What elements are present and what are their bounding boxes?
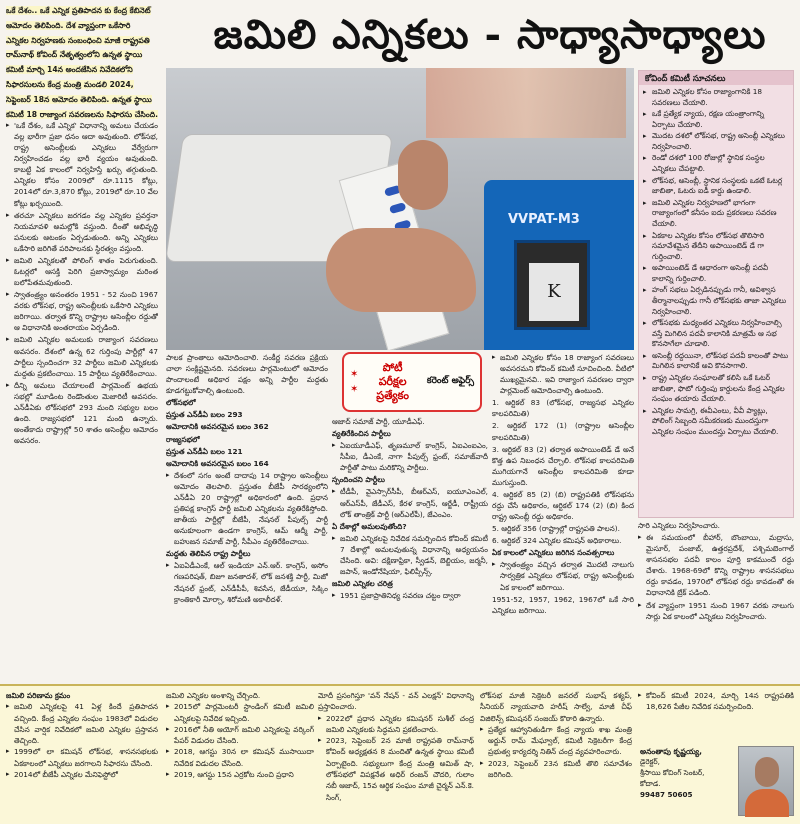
list-item: ▸ మొదట దశలో లోక్‌సభ, రాష్ట్ర అసెంబ్లీ ఎన్నికలు నిర్వహించాలి. <box>643 131 789 152</box>
timeline-column-1 <box>6 690 158 822</box>
timeline-item: ▸ ప్రత్యేక ఆహ్వానితుడిగా కేంద్ర న్యాయ శాఖ మంత్రి అర్జున్ రామ్ మేఘ్వాల్, కమిటీ సెక్రెటరీగా కేంద్ర ప్రభుత్వ కార్యదర్శి నితిన్ చంద్ర వ్యవహరించారు. <box>480 724 632 758</box>
vvpat-label: VVPAT-M3 <box>508 212 580 227</box>
timeline-column-3 <box>318 690 474 822</box>
vvpat-slip: K <box>529 263 579 321</box>
timeline-item: ▸ జమిలి ఎన్నికలపై 41 ఏళ్ల కిందే ప్రతిపాదన వచ్చింది. కేంద్ర ఎన్నికల సంఘం 1983లో విడుదల చేసిన వార్షిక నివేదికలో జమిలి ఎన్నికల ప్రస్తావన తెచ్చింది. <box>6 701 158 746</box>
sidebox-title: కోవింద్ కమిటీ సూచనలు <box>639 71 793 85</box>
timeline-heading: జమిలి పరిణామ క్రమం <box>6 691 71 700</box>
intro-line: కమిటీ 18 రాజ్యాంగ సవరణలను సిఫారసు చేసింది. <box>6 109 158 119</box>
timeline-item: ▸ 2023, సెప్టెంబర్ 23న కమిటీ తొలి సమావేశం జరిగింది. <box>480 758 632 781</box>
paragraph: 6. ఆర్టికల్ 324 ఎన్నికల కమిషన్ అధికారాలు. <box>492 536 622 546</box>
suggestion-list <box>639 85 793 438</box>
section-heading: మద్దతు తెలిపిన రాష్ట్ర పార్టీలు <box>166 549 251 559</box>
paragraph: పాలక ప్రాంతాలు ఆమోదించాలి. సంకీర్ణ సవరణ ప్రక్రియ చాలా సంక్లిష్టమైనది. సవరణలు పార్లమెంటులో ఆమోదం పొందాలంటే అధికార పక్షం అన్ని పార్టీల మద్దతు కూడగట్టుకోవాల్సి ఉంటుంది. <box>166 353 328 396</box>
article-column-1 <box>6 120 158 672</box>
paragraph: ▸ దేశ వ్యాప్తంగా 1951 నుంచి 1967 వరకు నాలుగు సార్లు ఏక కాలంలో ఎన్నికలు నిర్వహించారు. <box>638 600 794 622</box>
section-heading: రాజ్యసభలో <box>166 434 200 444</box>
section-heading: ప్రస్తుత ఎన్‌డీఏ బలం 121 <box>166 446 243 456</box>
section-heading: ఆమోదానికి అవసరమైన బలం 164 <box>166 458 269 468</box>
paragraph: ▸ జమిలి ఎన్నికలపై నివేదిక సమర్పించిన కోవింద్ కమిటీ 7 దేశాల్లో అమలవుతున్న విధానాన్ని అధ్యయనం చేసింది. అవి: దక్షిణాఫ్రికా, స్వీడన్, బెల్జియం, జర్మనీ, జపాన్, ఇండోనేషియా, ఫిలిప్పీన్స్. <box>332 533 488 577</box>
timeline-item: ▸ 2023, సెప్టెంబర్ 2న మాజీ రాష్ట్రపతి రామ్‌నాథ్ కోవింద్ అధ్యక్షతన 8 మందితో ఉన్నత స్థాయి కమిటీ ఏర్పాటైంది. సభ్యులుగా కేంద్ర మంత్రి అమిత్ షా, లోక్‌సభలో విపక్షనేత అధిర్ రంజన్ చౌదరి, గులాం నబీ ఆజాద్, 15వ ఆర్థిక సంఘం మాజీ చైర్మన్ ఎన్.కె. సింగ్, <box>318 735 474 803</box>
intro-line: సెప్టెంబర్ 18న ఆమోదం తెలిపింది. ఉన్నత స్థాయి <box>6 94 152 104</box>
paragraph: ▸ దీన్ని అమలు చేయాలంటే పార్లమెంట్ ఉభయ సభల్లో మూడింట రెండొంతుల మెజారిటీ అవసరం. ఎన్‌డీఏకు లోక్‌సభలో 293 మంది సభ్యుల బలం ఉంది. రాజ్యసభలో 121 మంది ఉన్నారు. అంతేకాదు రాష్ట్రాల్లో 50 శాతం అసెంబ్లీల ఆమోదం అవసరం. <box>6 380 158 446</box>
paragraph: ▸ 'ఒకే దేశం, ఒకే ఎన్నిక' విధానాన్ని అమలు చేయడం వల్ల భారీగా ప్రజా ధనం ఆదా అవుతుంది. లోక్‌సభ, రాష్ట్ర అసెంబ్లీలకు ఎన్నికలు వేర్వేరుగా నిర్వహించడం వల్ల భారీ వ్యయం అవుతుంది. కాబట్టి ఏక కాలంలో నిర్వహిస్తే ఖర్చు తగ్గుతుంది. ఎన్నికల కోసం 2009లో రూ.1115 కోట్లు, 2014లో రూ.3,870 కోట్లు, 2019లో రూ.10 వేల కోట్లు ఖర్చయింది. <box>6 120 158 209</box>
badge-line-1: పోటీ <box>382 361 403 375</box>
timeline-item: జమిలి ఎన్నికల అంశాన్ని చేర్చింది. <box>166 691 261 700</box>
avatar-face <box>755 757 779 787</box>
vvpat-window <box>514 240 590 330</box>
section-heading: ఏక కాలంలో ఎన్నికలు జరిగిన సంవత్సరాలు <box>492 548 615 558</box>
article-column-5 <box>638 520 794 672</box>
paragraph: ▸ ఈ సమయంలో బీహార్, బొంబాయి, మద్రాసు, మైసూర్, పంజాబ్, ఉత్తరప్రదేశ్, పశ్చిమబెంగాల్ శాసనసభల పదవీ కాలం పూర్తి కాకముందే రద్దు చేశారు. 1968-69లో కొన్ని రాష్ట్రాల శాసనసభలు రద్దు కావడం, 1970లో లోక్‌సభ రద్దు కావడంతో ఈ విధానానికి బ్రేక్ పడింది. <box>638 532 794 598</box>
avatar-shirt <box>745 789 789 817</box>
paragraph: ఆజాద్ సమాజ్ పార్టీ, యూడీఎఫ్. <box>332 417 425 426</box>
timeline-item: ▸ కోవింద్ కమిటీ 2024, మార్చి 14న రాష్ట్రపతికి 18,626 పేజీల నివేదిక సమర్పించింది. <box>638 690 794 713</box>
timeline-item: మోదీ ప్రసంగిస్తూ 'వన్ నేషన్ - వన్ ఎలక్షన్' విధానాన్ని ప్రస్తావించారు. <box>318 691 474 712</box>
timeline-item: ▸ 1999లో లా కమిషన్ లోక్‌సభ, శాసనసభలకు ఏకకాలంలో ఎన్నికలు జరగాలని సిఫారసు చేసింది. <box>6 746 158 769</box>
list-item: ▸ రెండో దశలో 100 రోజుల్లో స్థానిక సంస్థల ఎన్నికలు చేపట్టాలి. <box>643 153 789 174</box>
timeline-column-5 <box>638 690 794 746</box>
intro-line: కమిటీ మార్చి 14న అందజేసిన నివేదికలోని <box>6 65 133 75</box>
timeline-item: ▸ 2014లో బీజేపీ ఎన్నికల మేనిఫెస్టోలో <box>6 769 158 780</box>
paragraph: 1951-52, 1957, 1962, 1967లో ఒకే సారి ఎన్నికలు జరిగాయి. <box>492 594 634 615</box>
paragraph: 5. ఆర్టికల్ 356 (రాష్ట్రాల్లో రాష్ట్రపతి పాలన). <box>492 524 620 534</box>
timeline-item: ▸ 2015లో పార్లమెంటరీ స్టాండింగ్ కమిటీ జమిలి ఎన్నికలపై నివేదిక ఇచ్చింది. <box>166 701 314 724</box>
intro-line: ఒకే దేశం.. ఒకే ఎన్నిక ప్రతిపాదన కు కేంద్ర కేబినెట్ <box>6 6 151 15</box>
evm-vvpat-photo <box>166 68 634 350</box>
intro-line: రామ్‌నాథ్ కోవింద్ నేతృత్వంలోని ఉన్నత స్థాయి <box>6 50 143 60</box>
paragraph: ▸ టీడీపీ, వైఎస్సార్‌సీపీ, బీఆర్ఎస్, ఐయూఎంఎల్, ఆర్ఎస్‌పీ, జేడీఎస్, కేరళ కాంగ్రెస్, ఆర్జేడీ, రాష్ట్రీయ లోక్ తాంత్రిక్ పార్టీ (ఆర్ఎల్‌పీ), జేఎంఎం. <box>332 486 488 519</box>
timeline-item: ▸ 2022లో ప్రధాన ఎన్నికల కమిషనర్ సుశీల్ చంద్ర జమిలి ఎన్నికలకు సిద్ధమని ప్రకటించారు. <box>318 713 474 736</box>
section-heading: ఏ దేశాల్లో అమలవుతోంది? <box>332 521 407 531</box>
paragraph: 4. ఆర్టికల్ 85 (2) (బి) రాష్ట్రపతికి లోక్‌సభను రద్దు చేసే అధికారం, ఆర్టికల్ 174 (2) (బి) కింద రాష్ట్ర అసెంబ్లీ రద్దు అధికారం. <box>492 489 634 522</box>
timeline-item: ▸ 2016లో నీతి ఆయోగ్ జమిలి ఎన్నికలపై వర్కింగ్ పేపర్ విడుదల చేసింది. <box>166 724 314 747</box>
timeline-item: ▸ 2019, ఆగస్టు 15న ఎర్రకోట నుంచి ప్రధాని <box>166 769 314 780</box>
article-column-4 <box>492 352 634 672</box>
paragraph: ▸ జమిలి ఎన్నికలతో పోలింగ్ శాతం పెరుగుతుంది. ఓటర్లలో ఆసక్తి పెరిగి ప్రజాస్వామ్యం మరింత బలోపేతమవుతుంది. <box>6 255 158 288</box>
list-item: ▸ ఏకకాల ఎన్నికల కోసం లోక్‌సభ తొలిసారి సమావేశమైన తేదీని అపాయింటెడ్ డే గా గుర్తించాలి. <box>643 231 789 263</box>
section-heading: స్పందించని పార్టీలు <box>332 475 385 485</box>
intro-line: ఆమోదం తెలిపింది. దేశ వ్యాప్తంగా ఒకేసారి <box>6 20 131 30</box>
timeline-item: ▸ 2018, ఆగస్టు 30న లా కమిషన్ ముసాయిదా నివేదిక విడుదల చేసింది. <box>166 746 314 769</box>
badge-subtitle: కరెంట్ అఫైర్స్ <box>426 376 474 387</box>
paragraph: ▸ జమిలి ఎన్నికల కోసం 18 రాజ్యాంగ సవరణలు అవసరమని కోవింద్ కమిటీ సూచించింది. వీటిలో ముఖ్యమైనవి.. ఇవి రాజ్యాంగ సవరణల ద్వారా పార్లమెంట్ ఆమోదించాల్సి ఉంటుంది. <box>492 352 634 396</box>
paragraph: ▸ జమిలి ఎన్నికల అమలుకు రాజ్యాంగ సవరణలు అవసరం. దేశంలో ఉన్న 62 గుర్తింపు పార్టీల్లో 47 పార్టీలు స్పందించగా 32 పార్టీలు జమిలి ఎన్నికలకు మద్దతు ప్రకటించాయి. 15 పార్టీలు వ్యతిరేకించాయి. <box>6 334 158 378</box>
author-city: కోదాడ. <box>640 778 661 788</box>
background-people <box>426 68 626 138</box>
list-item: ▸ జమిలి ఎన్నికల నిర్వహణలో భాగంగా రాజ్యాంగంలో కనీసం ఐదు ప్రకరణలు సవరణ చేయాలి. <box>643 198 789 230</box>
badge-line-2: పరీక్షల <box>378 375 407 389</box>
list-item: ▸ హంగ్ సభలు ఏర్పడినప్పుడు గానీ, అవిశ్వాస తీర్మానాలప్పుడు గానీ లోక్‌సభకు తాజా ఎన్నికలు నిర్వహించాలి. <box>643 285 789 317</box>
competitive-exams-badge <box>342 352 482 412</box>
paragraph: 1. ఆర్టికల్ 83 (లోక్‌సభ, రాజ్యసభ ఎన్నికల కాలపరిమితి) <box>492 398 634 419</box>
avatar <box>738 746 794 816</box>
intro-line: ఎన్నికల నిర్వహణకు సంబంధించి మాజీ రాష్ట్రపతి <box>6 35 150 45</box>
paragraph: 3. ఆర్టికల్ 83 (2) తర్వాత అపాయింటెడ్ డే అనే కొత్త ఉప నిబంధన చేర్చాలి. లోక్‌సభ కాలపరిమితి ముగియగానే అసెంబ్లీల కాలపరిమితి కూడా ముగుస్తుంది. <box>492 444 634 487</box>
list-item: ▸ రాష్ట్ర ఎన్నికల సంఘాలతో కలిసి ఒకే ఓటర్ జాబితా, ఫొటో గుర్తింపు కార్డులను కేంద్ర ఎన్నికల సంఘం తయారు చేయాలి. <box>643 373 789 405</box>
list-item: ▸ లోక్‌సభకు మధ్యంతర ఎన్నికలు నిర్వహించాల్సి వస్తే మిగిలిన పదవీ కాలానికి మాత్రమే ఆ సభ కొనసాగేలా చూడాలి. <box>643 318 789 350</box>
author-name: అనంతాపు కృష్ణయ్య, <box>640 747 703 756</box>
author-org: శ్రీసాయి కోచింగ్ సెంటర్, <box>640 768 705 778</box>
author-details <box>640 746 732 801</box>
paragraph: ▸ స్వాతంత్ర్యం వచ్చిన తర్వాత మొదటి నాలుగు సార్వత్రిక ఎన్నికలు లోక్‌సభ, రాష్ట్ర అసెంబ్లీలకు ఏక కాలంలో జరిగాయి. <box>492 559 634 592</box>
paragraph: ▸ దేశంలో సగం అంటే దాదాపు 14 రాష్ట్రాల అసెంబ్లీలు ఆమోదం తెలపాలి. ప్రస్తుతం బీజేపీ సారథ్యంలోని ఎన్‌డీఏ 20 రాష్ట్రాల్లో అధికారంలో ఉంది. ప్రధాన ప్రతిపక్ష కాంగ్రెస్ పార్టీ జమిలి ఎన్నికలను వ్యతిరేకిస్తోంది. జాతీయ పార్టీల్లో బీజేపీ, నేషనల్ పీపుల్స్ పార్టీ అనుకూలంగా ఉండగా కాంగ్రెస్, ఆమ్ ఆద్మీ పార్టీ, బహుజన సమాజ్ పార్టీ, సీపీఎం వ్యతిరేకించాయి. <box>166 470 328 548</box>
list-item: ▸ లోక్‌సభ, అసెంబ్లీ, స్థానిక సంస్థలకు ఒకటే ఓటర్ల జాబితా, ఓటరు ఐడీ కార్డు ఉండాలి. <box>643 176 789 197</box>
article-column-3 <box>332 416 488 672</box>
section-heading: లోక్‌సభలో <box>166 398 196 408</box>
page-title: జమిలి ఎన్నికలు - సాధ్యాసాధ్యాలు <box>213 11 767 58</box>
kovind-committee-box <box>638 70 794 518</box>
paragraph: సారి ఎన్నికలు నిర్వహించారు. <box>638 521 720 530</box>
timeline-column-2 <box>166 690 314 822</box>
paragraph: ▸ స్వాతంత్ర్యం అనంతరం 1951 - 52 నుంచి 1967 వరకు లోక్‌సభ, రాష్ట్ర అసెంబ్లీలకు ఒకేసారి ఎన్నికలు జరిగాయి. తర్వాత కొన్ని రాష్ట్రాల అసెంబ్లీల రద్దుతో ఆ విధానానికి అంతరాయం ఏర్పడింది. <box>6 289 158 333</box>
paragraph: ▸ తరచూ ఎన్నికలు జరగడం వల్ల ఎన్నికల ప్రవర్తనా నియమావళి అమల్లోకి వస్తుంది. దీంతో అభివృద్ధి పనులకు ఆటంకం ఏర్పడుతుంది. అన్ని ఎన్నికలు ఒకేసారి జరిగితే పరిపాలనకు స్థిరత్వం వస్తుంది. <box>6 210 158 254</box>
paragraph: 2. ఆర్టికల్ 172 (1) (రాష్ట్రాల అసెంబ్లీల కాలపరిమితి) <box>492 421 634 442</box>
badge-stars: ✶ ✶ <box>350 368 359 395</box>
intro-summary <box>6 4 158 120</box>
list-item: ▸ జమిలి ఎన్నికల కోసం రాజ్యాంగానికి 18 సవరణలు చేయాలి. <box>643 87 789 108</box>
article-column-2 <box>166 352 328 672</box>
author-title: డైరెక్టర్, <box>640 757 660 767</box>
voter-finger <box>398 140 448 210</box>
timeline-column-4 <box>480 690 632 822</box>
paragraph: ▸ ఏఐయూడీఎఫ్, తృణమూల్ కాంగ్రెస్, ఏఐఎంఐఎం, సీపీఐ, డీఎంకే, నాగా పీపుల్స్ ఫ్రంట్, సమాజ్‌వాదీ పార్టీతో పాటు మరికొన్ని పార్టీలు. <box>332 440 488 473</box>
author-phone: 99487 50605 <box>640 789 693 799</box>
list-item: ▸ ఎన్నికల సామగ్రి, ఈవీఎంలు, వీవీ ప్యాట్లు, పోలింగ్ సిబ్బంది సమీకరణకు ముందస్తుగా ఎన్నికల సంఘం ముందస్తు ఏర్పాటు చేయాలి. <box>643 406 789 438</box>
section-heading: వ్యతిరేకించిన పార్టీలు <box>332 429 391 439</box>
paragraph: ▸ 1951 ప్రజాప్రాతినిధ్య సవరణ చట్టం ద్వారా <box>332 590 488 601</box>
author-card <box>640 746 794 820</box>
paragraph: ▸ ఏఐఏడీఎంకే, ఆల్ ఇండియా ఎన్.ఆర్. కాంగ్రెస్, అసోం గణపరిషత్, బిజూ జనతాదళ్, లోక్ జనశక్తి పార్టీ, మిజో నేషనల్ ఫ్రంట్, ఎన్‌డీపీపీ, శివసేన, జేడీయూ, సిక్కిం క్రాంతికారీ మోర్చా, శిరోమణి అకాలీదళ్. <box>166 560 328 604</box>
voter-hand <box>326 228 476 312</box>
vvpat-machine <box>484 180 634 350</box>
section-heading: ప్రస్తుత ఎన్‌డీఏ బలం 293 <box>166 410 243 420</box>
section-heading: జమిలి ఎన్నికల చరిత్ర <box>332 579 393 589</box>
list-item: ▸ ఒకే ప్రత్యేక న్యాయ, రక్షణ యంత్రాంగాన్ని ఏర్పాటు చేయాలి. <box>643 109 789 130</box>
badge-line-3: ప్రత్యేకం <box>376 388 409 402</box>
timeline-item: లోక్‌సభ మాజీ సెక్రెటరీ జనరల్ సుభాష్ కశ్యప్, సీనియర్ న్యాయవాది హరీష్ సాల్వే, మాజీ చీఫ్ విజిలెన్స్ కమిషనర్ సంజయ్ కొఠారి ఉన్నారు. <box>480 691 632 723</box>
list-item: ▸ అసెంబ్లీ రద్దయినా, లోక్‌సభ పదవీ కాలంతో పాటు మిగిలిన కాలానికే అవి కొనసాగాలి. <box>643 351 789 372</box>
intro-line: సిఫారసులను కేంద్ర మంత్రి మండలి 2024, <box>6 79 134 89</box>
section-heading: ఆమోదానికి అవసరమైన బలం 362 <box>166 422 269 432</box>
evm-button <box>389 202 407 214</box>
list-item: ▸ అపాయింటెడ్ డే ఆధారంగా అసెంబ్లీ పదవీ కాలాన్ని గుర్తించాలి. <box>643 263 789 284</box>
